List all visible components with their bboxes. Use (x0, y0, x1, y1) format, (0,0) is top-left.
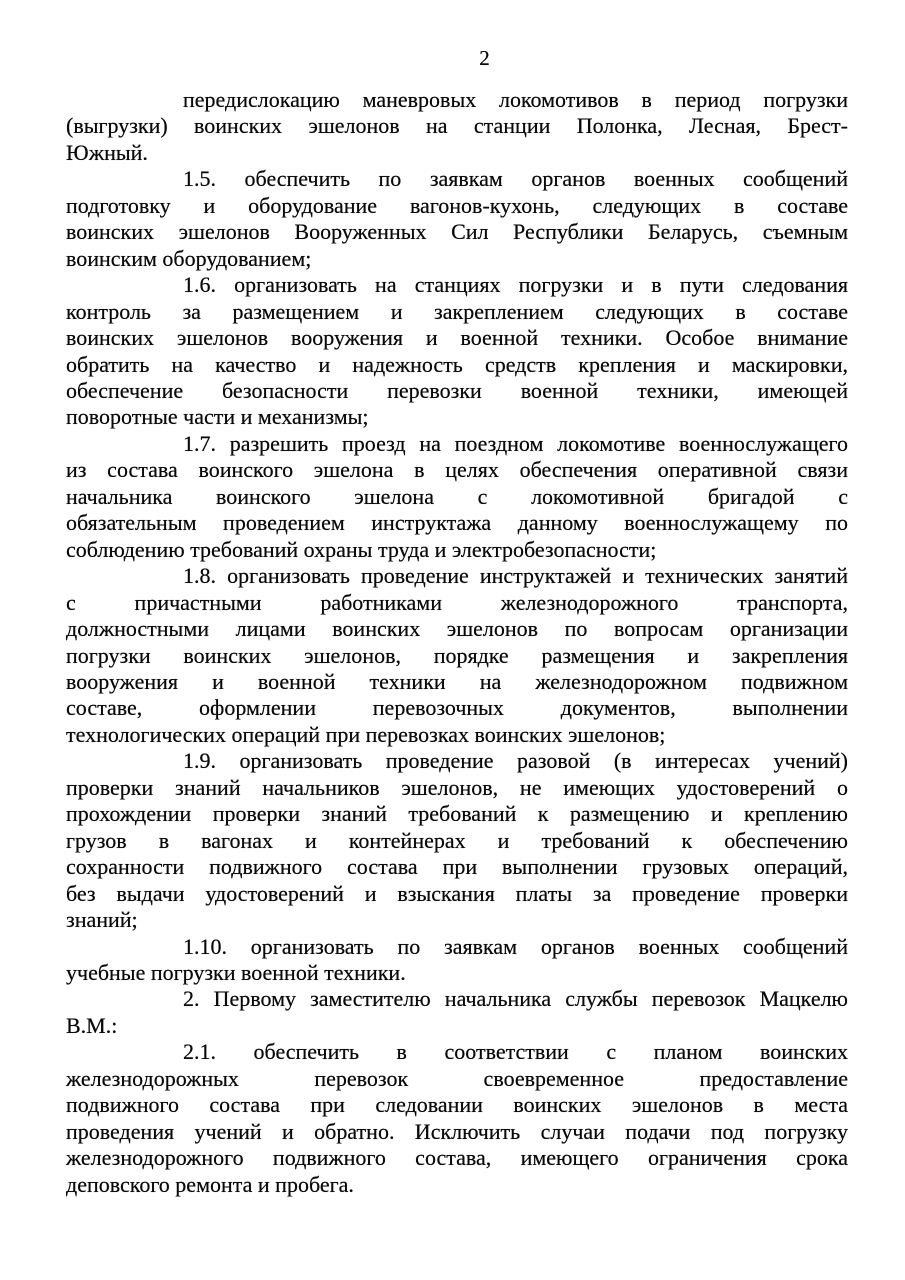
text-line: воинских эшелонов вооружения и военной техники. Особое внимание (66, 325, 848, 351)
text-line: с причастными работниками железнодорожного транспорта, (66, 589, 848, 615)
text-line: передислокацию маневровых локомотивов в период погрузки (183, 87, 848, 112)
text-line: погрузки воинских эшелонов, порядке размещения и закрепления (66, 642, 848, 668)
text-line: подготовку и оборудование вагонов-кухонь, следующих в составе (66, 192, 848, 218)
text-line: знаний; (66, 907, 138, 933)
text-line: соблюдению требований охраны труда и электробезопасности; (66, 536, 657, 562)
text-line: из состава воинского эшелона в целях обеспечения оперативной связи (66, 457, 848, 483)
text-line: контроль за размещением и закреплением следующих в составе (66, 298, 848, 324)
text-line: должностными лицами воинских эшелонов по вопросам организации (66, 616, 848, 642)
text-line: 1.5. обеспечить по заявкам органов военных сообщений (183, 166, 848, 192)
text-line: составе, оформлении перевозочных документов, выполнении (66, 695, 848, 721)
text-line: 1.6. организовать на станциях погрузки и в пути следования (183, 272, 848, 298)
text-line: обязательным проведением инструктажа данному военнослужащему по (66, 510, 848, 536)
text-line: 1.8. организовать проведение инструктажей и технических занятий (183, 563, 848, 589)
text-line: технологических операций при перевозках воинских эшелонов; (66, 721, 666, 747)
page-number: 2 (479, 46, 490, 70)
text-line: грузов в вагонах и контейнерах и требований к обеспечению (66, 827, 848, 853)
document-body (66, 87, 848, 1198)
text-line: проверки знаний начальников эшелонов, не имеющих удостоверений о (66, 774, 848, 800)
text-line: В.М.: (66, 1012, 118, 1038)
text-line: подвижного состава при следовании воинских эшелонов в места (66, 1092, 848, 1118)
text-line: воинским оборудованием; (66, 245, 312, 271)
text-line: (выгрузки) воинских эшелонов на станции Полонка, Лесная, Брест- (66, 113, 848, 139)
text-line: учебные погрузки военной техники. (66, 959, 406, 985)
text-line: вооружения и военной техники на железнодорожном подвижном (66, 668, 848, 694)
text-line: деповского ремонта и пробега. (66, 1171, 354, 1197)
text-line: 2. Первому заместителю начальника службы перевозок Мацкелю (183, 986, 848, 1012)
text-line: обеспечение безопасности перевозки военной техники, имеющей (66, 377, 848, 403)
text-line: воинских эшелонов Вооруженных Сил Республики Беларусь, съемным (66, 219, 848, 245)
text-line: железнодорожного подвижного состава, имеющего ограничения срока (66, 1145, 848, 1171)
text-line: железнодорожных перевозок своевременное предоставление (66, 1065, 848, 1091)
text-line: 1.10. организовать по заявкам органов военных сообщений (183, 933, 848, 959)
text-line: проведения учений и обратно. Исключить случаи подачи под погрузку (66, 1118, 848, 1144)
text-line: без выдачи удостоверений и взыскания платы за проведение проверки (66, 880, 848, 906)
text-line: прохождении проверки знаний требований к размещению и креплению (66, 801, 848, 827)
text-line: 2.1. обеспечить в соответствии с планом воинских (183, 1039, 848, 1065)
text-line: Южный. (66, 139, 148, 165)
text-line: 1.9. организовать проведение разовой (в интересах учений) (183, 748, 848, 774)
text-line: обратить на качество и надежность средств крепления и маскировки, (66, 351, 848, 377)
text-line: сохранности подвижного состава при выполнении грузовых операций, (66, 854, 848, 880)
text-line: 1.7. разрешить проезд на поездном локомотиве военнослужащего (183, 430, 848, 456)
text-line: поворотные части и механизмы; (66, 404, 369, 430)
text-line: начальника воинского эшелона с локомотивной бригадой с (66, 483, 848, 509)
